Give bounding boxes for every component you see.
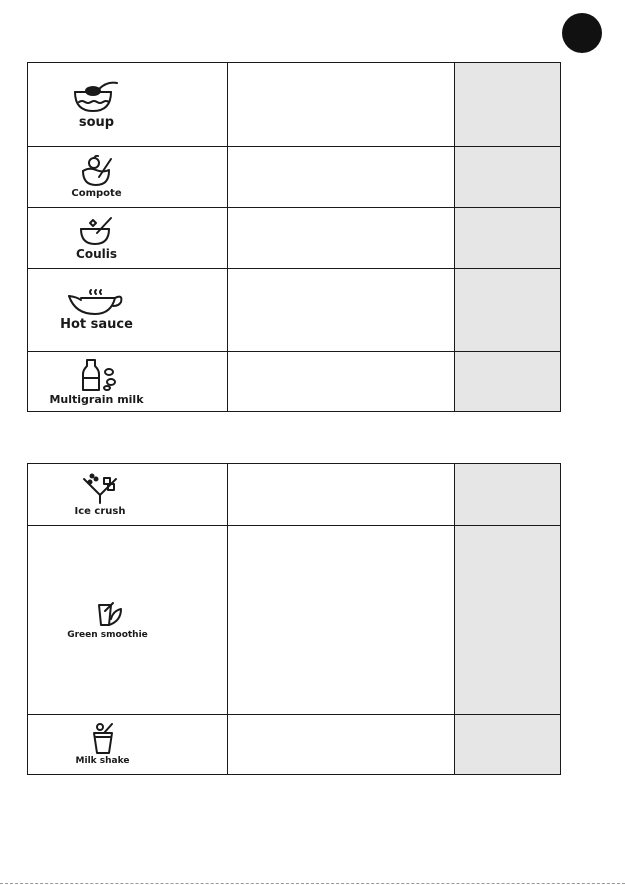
table-cell	[228, 526, 455, 715]
page-number-badge	[562, 13, 602, 53]
table-cell	[228, 269, 455, 352]
table-row	[28, 464, 561, 526]
program-label-compote: Compote	[71, 188, 122, 199]
program-label-hot-sauce: Hot sauce	[60, 317, 133, 332]
table-row	[28, 526, 561, 715]
cocktail-ice-icon	[80, 473, 120, 505]
table-cell-grey	[455, 147, 561, 208]
table-cell-grey	[455, 526, 561, 715]
page-bottom-rule	[0, 883, 625, 884]
table-row	[28, 147, 561, 208]
milk-bottle-grain-icon	[75, 358, 119, 392]
table-cell	[228, 208, 455, 269]
gravy-boat-icon	[67, 288, 127, 316]
milk-shake-icon	[88, 723, 118, 755]
table-cell	[228, 63, 455, 147]
program-label-soup: soup	[78, 114, 115, 130]
table-cell-grey	[455, 352, 561, 412]
coulis-bowl-icon	[77, 216, 117, 246]
program-label-green-smoothie: Green smoothie	[67, 629, 148, 640]
table-row	[28, 352, 561, 412]
green-smoothie-icon	[91, 601, 125, 629]
table-cell	[228, 352, 455, 412]
program-cell-hot-sauce	[28, 269, 228, 352]
program-cell-coulis	[28, 208, 228, 269]
table-cell	[228, 715, 455, 775]
table-row	[28, 715, 561, 775]
program-cell-milk-shake	[28, 715, 228, 775]
table-cell-grey	[455, 208, 561, 269]
table-cell-grey	[455, 715, 561, 775]
program-label-multigrain-milk: Multigrain milk	[49, 392, 144, 406]
table-row	[28, 208, 561, 269]
compote-fruit-icon	[77, 155, 117, 187]
table-cell-grey	[455, 269, 561, 352]
table-row	[28, 63, 561, 147]
soup-ladle-icon	[71, 80, 123, 114]
program-cell-multigrain-milk	[28, 352, 228, 412]
table-row	[28, 269, 561, 352]
program-label-milk-shake: Milk shake	[75, 756, 130, 766]
program-cell-ice-crush	[28, 464, 228, 526]
programs-table-cold	[27, 463, 561, 775]
table-cell	[228, 464, 455, 526]
program-label-ice-crush: Ice crush	[74, 505, 126, 517]
table-cell-grey	[455, 63, 561, 147]
program-cell-compote	[28, 147, 228, 208]
table-cell	[228, 147, 455, 208]
program-label-coulis: Coulis	[76, 246, 117, 261]
programs-table-hot	[27, 62, 561, 412]
table-cell-grey	[455, 464, 561, 526]
program-cell-green-smoothie	[28, 526, 228, 715]
program-cell-soup	[28, 63, 228, 147]
